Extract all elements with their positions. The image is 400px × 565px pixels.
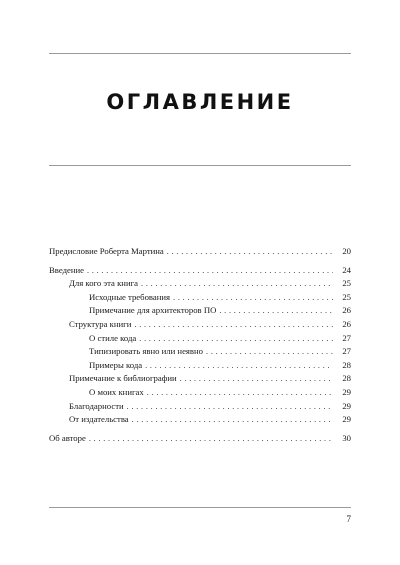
toc-entry[interactable]: [49, 245, 351, 259]
page-title: ОГЛАВЛЕНИЕ: [106, 90, 294, 114]
toc-leader-dots: [147, 386, 333, 400]
toc-entry[interactable]: [49, 432, 351, 446]
title-rule: [49, 165, 351, 166]
toc-leader-dots: [219, 304, 333, 318]
toc-entry-page: 30: [342, 432, 351, 443]
toc-leader-dots: [206, 345, 333, 359]
toc-entry[interactable]: [49, 372, 351, 386]
toc-entry-page: 24: [342, 264, 351, 275]
toc-entry-label: Примечание для архитекторов ПО: [89, 305, 217, 316]
toc-leader-dots: [89, 432, 333, 446]
toc-entry-label: Примечание к библиографии: [69, 373, 177, 384]
toc-entry[interactable]: [49, 359, 351, 373]
toc-entry[interactable]: [49, 413, 351, 427]
page-number: 7: [346, 514, 351, 524]
toc-entry-page: 28: [342, 359, 351, 370]
toc-entry-label: О моих книгах: [89, 386, 144, 397]
toc-leader-dots: [141, 277, 333, 291]
toc-entry[interactable]: [49, 264, 351, 278]
toc-entry[interactable]: [49, 345, 351, 359]
toc-entry-label: Введение: [49, 264, 85, 275]
toc-entry[interactable]: [49, 304, 351, 318]
toc-leader-dots: [173, 291, 333, 305]
toc-leader-dots: [132, 413, 333, 427]
toc-entry-page: 25: [342, 291, 351, 302]
toc-entry-label: Типизировать явно или неявно: [89, 346, 204, 357]
toc-entry-page: 29: [342, 414, 351, 425]
toc-entry-label: От издательства: [69, 414, 129, 425]
toc-leader-dots: [127, 400, 333, 414]
toc-entry-label: Структура книги: [69, 318, 132, 329]
toc-entry-label: Примеры кода: [89, 359, 143, 370]
toc-leader-dots: [134, 318, 333, 332]
toc-entry[interactable]: [49, 291, 351, 305]
toc-entry-page: 27: [342, 332, 351, 343]
toc-leader-dots: [180, 372, 333, 386]
toc-entry-label: Благодарности: [69, 400, 124, 411]
toc-leader-dots: [167, 245, 333, 259]
toc-entry-page: 29: [342, 386, 351, 397]
table-of-contents: [49, 245, 351, 445]
toc-leader-dots: [87, 264, 333, 278]
toc-entry-page: 20: [342, 246, 351, 256]
toc-entry-label: Предисловие Роберта Мартина: [49, 246, 164, 256]
toc-entry-page: 26: [342, 305, 351, 316]
toc-entry[interactable]: [49, 332, 351, 346]
toc-entry-label: Исходные требования: [89, 291, 171, 302]
toc-entry-page: 27: [342, 346, 351, 357]
toc-entry[interactable]: [49, 386, 351, 400]
toc-entry[interactable]: [49, 400, 351, 414]
toc-leader-dots: [139, 332, 333, 346]
toc-entry-page: 25: [342, 278, 351, 289]
toc-entry-page: 26: [342, 318, 351, 329]
toc-entry[interactable]: [49, 318, 351, 332]
toc-entry-page: 28: [342, 373, 351, 384]
footer-rule: [49, 507, 351, 508]
top-rule: [49, 53, 351, 54]
toc-entry-label: Об авторе: [49, 432, 86, 443]
toc-leader-dots: [145, 359, 333, 373]
toc-entry[interactable]: [49, 277, 351, 291]
toc-entry-label: Для кого эта книга: [69, 278, 139, 289]
toc-entry-label: О стиле кода: [89, 332, 137, 343]
toc-entry-page: 29: [342, 400, 351, 411]
